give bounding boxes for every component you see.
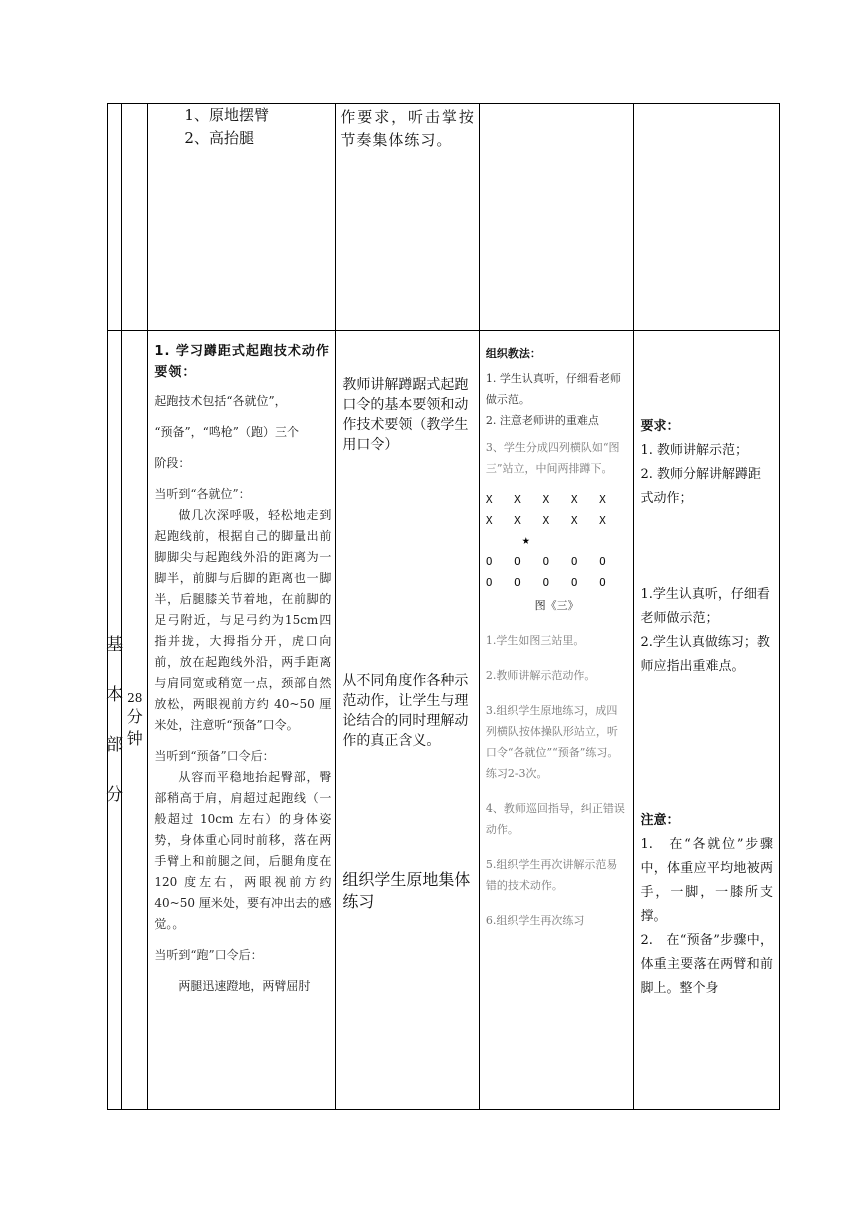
- teacher-activity-1: 教师讲解蹲踞式起跑口令的基本要领和动作技术要领（教学生用口令）: [342, 377, 469, 453]
- teacher-activity-3: 组织学生原地集体练习: [342, 870, 471, 911]
- warmup-req-cell-empty: [634, 104, 780, 331]
- requirements-heading: 要求：: [640, 419, 680, 434]
- org-step: 1. 学生认真听，仔细看老师做示范。: [485, 372, 621, 406]
- duration-cell: [122, 331, 148, 1110]
- duration: [122, 331, 147, 1109]
- section-label-char: 基: [106, 635, 124, 655]
- warmup-org-cell-empty: [479, 104, 634, 331]
- teacher-star-icon: ★: [521, 533, 530, 548]
- note-item: 1. 在“各就位”步骤中，体重应平均地被两手，一脚，一膝所支撑。: [640, 837, 773, 924]
- duration-cell-empty: [122, 104, 148, 331]
- teacher-activity-2: 从不同角度作各种示范动作，让学生与理论结合的同时理解动作的真正含义。: [342, 673, 469, 749]
- formation-row-o: O O O O O: [485, 576, 606, 589]
- student-requirement: 2.学生认真做练习；教师应指出重难点。: [640, 635, 770, 674]
- formation-row-o: O O O O O: [485, 555, 606, 568]
- section-label-char: 分: [106, 785, 124, 805]
- note-item: 2. 在“预备”步骤中，体重主要落在两臂和前脚上。整个身: [640, 933, 773, 996]
- org-step: 2. 注意老师讲的重难点: [485, 414, 599, 427]
- warmup-item-2: 2、高抬腿: [184, 129, 254, 147]
- duration-number: 28: [127, 691, 143, 705]
- content-intro-line: 阶段：: [154, 456, 191, 470]
- table-row-basic-part: [108, 331, 780, 1110]
- warmup-item-1: 1、原地摆臂: [184, 106, 269, 124]
- set-text: 从容而平稳地抬起臀部，臀部稍高于肩，肩超过起跑线（一般超过 10cm 左右）的身体姿势，身体重心同时前移，落在两手臂上和前腿之间，后腿角度在 120 度左右，两眼视前方约 40~50 厘米处，要有冲出去的感觉。。: [154, 770, 332, 931]
- warmup-method-cell: [336, 104, 479, 331]
- requirement-item: 2. 教师分解讲解蹲距式动作；: [640, 467, 761, 506]
- student-requirement: 1.学生认真听，仔细看老师做示范；: [640, 587, 770, 626]
- table-row-warmup: [108, 104, 780, 331]
- content-cell: [148, 331, 336, 1110]
- content-intro-line: “预备”，“鸣枪”（跑）三个: [154, 425, 299, 439]
- org-after-step: 5.组织学生再次讲解示范易错的技术动作。: [485, 858, 618, 892]
- organization-cell: [479, 331, 634, 1110]
- org-after-step: 3.组织学生原地练习，成四列横队按体操队形站立，听口令“各就位”“预备”练习。练习2-3次。: [485, 704, 619, 780]
- on-your-marks-text: 做几次深呼吸，轻松地走到起跑线前，根据自己的脚量出前脚脚尖与起跑线外沿的距离为一脚半，前脚与后脚的距离也一脚半，后腿膝关节着地，在前脚的足弓附近，与足弓约为15cm四指并拢，大拇指分开，虎口向前，放在起跑线外沿，两手距离与肩同宽或稍宽一点，颈部自然放松，两眼视前方约 40~50 厘米处，注意听“预备”口令。: [154, 508, 332, 732]
- figure-label: 图《三》: [534, 599, 579, 612]
- org-after-step: 1.学生如图三站里。: [485, 634, 585, 647]
- on-your-marks-label: 当听到“各就位”：: [154, 487, 251, 501]
- teacher-activity-cell: [336, 331, 479, 1110]
- organization-heading: 组织教法：: [485, 347, 541, 360]
- duration-unit-char: 钟: [126, 729, 143, 748]
- formation-diagram: [486, 489, 628, 616]
- set-label: 当听到“预备”口令后：: [154, 749, 275, 763]
- section-label-char: 本: [106, 685, 124, 705]
- section-cell-empty: [108, 104, 122, 331]
- warmup-content-cell: [148, 104, 336, 331]
- notes-heading: 注意：: [640, 813, 680, 828]
- duration-unit-char: 分: [126, 707, 143, 726]
- org-after-step: 4、教师巡回指导，纠正错误动作。: [485, 802, 625, 836]
- requirements-cell: [634, 331, 780, 1110]
- go-text: 两腿迅速蹬地，两臂屈肘: [178, 979, 311, 993]
- org-after-step: 2.教师讲解示范动作。: [485, 669, 596, 682]
- warmup-method-text: 作要求，听击掌按节奏集体练习。: [340, 108, 475, 149]
- go-label: 当听到“跑”口令后：: [154, 948, 263, 962]
- requirement-item: 1. 教师讲解示范；: [640, 443, 748, 458]
- org-step: 3、学生分成四列横队如“图三”站立，中间两排蹲下。: [485, 441, 620, 475]
- section-label-char: 部: [106, 735, 124, 755]
- lesson-plan-table: [107, 103, 780, 1110]
- org-after-step: 6.组织学生再次练习: [485, 914, 585, 927]
- formation-row-x: X X X X X: [485, 493, 606, 506]
- formation-row-x: X X X X X: [485, 514, 606, 527]
- content-intro-line: 起跑技术包括“各就位”，: [154, 394, 287, 408]
- content-heading: 1. 学习蹲距式起跑技术动作要领：: [154, 344, 330, 380]
- section-label-cell: [108, 331, 122, 1110]
- section-label: [106, 331, 124, 1109]
